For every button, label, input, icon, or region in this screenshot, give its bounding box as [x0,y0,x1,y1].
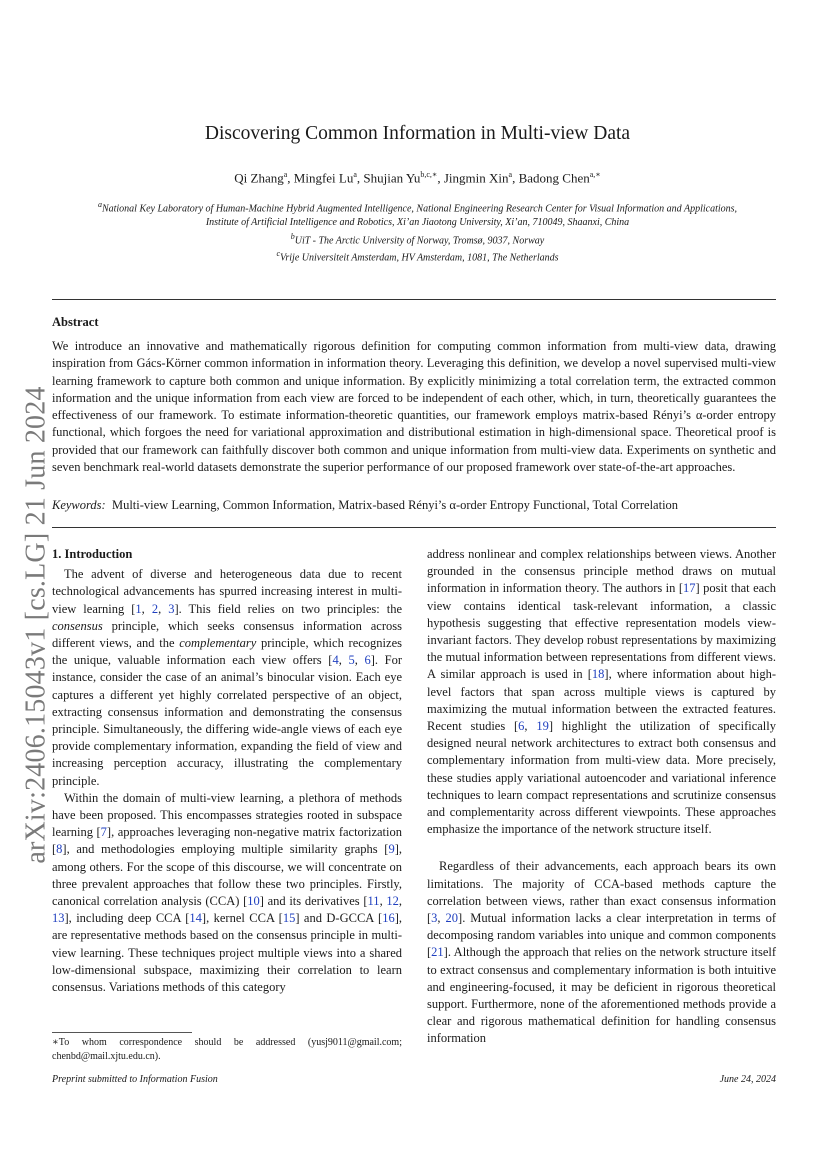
footer-journal: Preprint submitted to Information Fusion [52,1074,218,1085]
paragraph-text: , [338,653,349,668]
author-name: Badong Chen [518,170,590,186]
author-separator: , [437,170,444,186]
author-list [60,170,775,186]
citation-link[interactable]: 3 [168,601,175,616]
paragraph-text: Within the domain of multi-view learning, a plethora of methods have been proposed. This encompasses strategies rooted in subspace learning [ [52,790,402,840]
right-column-body [427,546,776,1048]
keywords-label: Keywords: [52,498,106,512]
author-name: Jingmin Xin [443,170,509,186]
correspondence-footnote: ∗To whom correspondence should be addressed (yusj9011@gmail.com; chenbd@mail.xjtu.edu.cn). [52,1037,402,1062]
paragraph-text: ]. Although the approach that relies on the network structure itself to extract consensus and complementary information is both intuitive and engineering-focused, it may be deficient in rigorous theoretical support. Furthermore, none of the aforementioned methods provide a clear and rigorous mathematical definition for handling consensus information [427,945,776,1046]
citation-link[interactable]: 10 [247,894,260,909]
author-name: Mingfei Lu [293,170,354,186]
author-separator: , [512,170,519,186]
affiliation-line [52,198,783,216]
citation-link[interactable]: 5 [348,653,355,668]
paper-title: Discovering Common Information in Multi-view Data [204,123,631,144]
paragraph-text: , [398,894,402,909]
author-affiliation-mark: a [283,170,288,179]
author-affiliation-mark: a [353,170,357,179]
paragraph-gap [427,838,776,858]
paragraph-text: ], among others. For the scope of this discourse, we will concentrate on three prevalent approaches that follow these two principles. Firstly, canonical correlation analysis (CCA) [ [52,842,402,909]
paragraph-text: ]. This field relies on two principles: the [174,601,403,616]
right-column [427,546,776,1048]
citation-link[interactable]: 7 [100,825,107,840]
emphasized-term: consensus [52,618,103,633]
citation-link[interactable]: 6 [364,653,371,668]
keywords-text: Multi-view Learning, Common Information, Matrix-based Rényi’s α-order Entropy Functional, Total Correlation [111,498,679,512]
citation-link[interactable]: 11 [367,894,380,909]
paragraph-text: ], including deep CCA [ [64,911,190,926]
affiliation-line [52,247,783,265]
left-column [52,546,402,996]
author-separator: , [287,170,294,186]
affiliation-line [52,216,783,230]
body-paragraph [52,566,402,790]
citation-link[interactable]: 1 [135,601,142,616]
paragraph-text: principle, which seeks consensus information across different views, and the [52,618,402,651]
citation-link[interactable]: 17 [683,581,696,596]
keywords-line [52,498,776,513]
affiliation-list [52,198,783,265]
affiliation-text: UiT - The Arctic University of Norway, Tromsø, 9037, Norway [294,234,545,246]
paragraph-text: ], kernel CCA [ [201,911,283,926]
paragraph-text: principle, which recognizes the unique, valuable information each view offers [ [52,636,402,668]
paragraph-text: ], are representative methods based on the consensus principle in multi-view learning. These techniques project multiple views into a shared low-dimensional subspace, maximizing their correlation to learn consensus. Variations methods of this category [52,911,402,995]
paragraph-text: ], approaches leveraging non-negative matrix factorization [ [52,825,402,857]
citation-link[interactable]: 20 [445,911,459,926]
paragraph-text: , [141,601,152,616]
affiliation-text: Institute of Artificial Intelligence and Robotics, Xi’an Jiaotong University, Xi’an, 710049, Shaanxi, China [205,216,630,228]
author-name: Shujian Yu [363,170,421,186]
emphasized-term: complementary [179,636,257,651]
citation-link[interactable]: 8 [56,842,63,857]
affiliation-mark: a [97,200,102,209]
author-affiliation-mark: a,∗ [589,170,601,179]
citation-link[interactable]: 3 [431,911,438,926]
affiliation-text: Vrije Universiteit Amsterdam, HV Amsterdam, 1081, The Netherlands [280,252,559,264]
citation-link[interactable]: 2 [151,601,159,616]
body-paragraph [427,546,776,838]
citation-link[interactable]: 19 [536,719,549,734]
paragraph-text: , [379,894,387,909]
author-name: Qi Zhang [234,170,284,186]
citation-link[interactable]: 16 [382,911,395,926]
paragraph-text: address nonlinear and complex relationships between views. Another grounded in the consensus principle method draws on mutual information in information theory. The authors in [ [427,547,776,596]
paragraph-text: , [158,601,169,616]
affiliation-mark: c [276,249,281,259]
abstract-text: We introduce an innovative and mathematically rigorous definition for computing common information from multi-view data, drawing inspiration from Gács-Körner common information in information theory. Leveraging this definition, we develop a novel supervised multi-view learning framework to capture both common and unique information. By explicitly minimizing a total correlation term, the extracted common information and the unique information from each view are forced to be independent of each other, which, in turn, theoretically guarantees the effectiveness of our framework. To estimate information-theoretic quantities, our framework employs matrix-based Rényi’s α-order entropy functional, which forgoes the need for variational approximation and distributional estimation in high-dimensional space. Theoretical proof is provided that our framework can faithfully discover both common and unique information from multi-view data. Experiments on synthetic and seven benchmark real-world datasets demonstrate the superior performance of our proposed framework over state-of-the-art approaches. [52,339,776,475]
arxiv-identifier-text: arXiv:2406.15043v1 [cs.LG] 21 Jun 2024 [21,386,53,864]
citation-link[interactable]: 6 [518,719,525,734]
paragraph-text: The advent of diverse and heterogeneous data due to recent technological advancements has spurred increasing interest in multi-view learning [ [52,567,402,616]
citation-link[interactable]: 4 [332,653,339,668]
paragraph-text: ] and its derivatives [ [259,894,368,909]
paragraph-text: ], where information about high-level factors that span across multiple views is captured by maximizing the mutual information between the extracted features. Recent studies [ [427,667,777,734]
affiliation-text: National Key Laboratory of Human-Machine Hybrid Augmented Intelligence, National Engineering Research Center for Visual Information and Applications, [101,203,738,215]
paragraph-text: ]. Mutual information lacks a clear interpretation in terms of decomposing random variables into unique and common components [ [427,911,776,960]
left-column-body [52,566,402,996]
paragraph-text: , [437,911,446,926]
citation-link[interactable]: 21 [431,945,444,960]
citation-link[interactable]: 14 [189,911,202,926]
header-divider [52,299,776,300]
paragraph-text: , [354,653,365,668]
affiliation-line [52,230,783,248]
author-affiliation-mark: a [508,170,513,179]
citation-link[interactable]: 15 [282,911,296,926]
paragraph-text: Regardless of their advancements, each approach bears its own limitations. The majority of CCA-based methods capture the correlation between views, rather than exact consensus information [ [427,859,776,926]
paragraph-text: , [524,719,537,734]
citation-link[interactable]: 18 [591,667,605,682]
section-heading: 1. Introduction [52,547,133,561]
abstract-heading: Abstract [52,315,99,329]
citation-link[interactable]: 12 [386,894,399,909]
footer-date: June 24, 2024 [719,1074,776,1085]
paragraph-text: ], and methodologies employing multiple similarity graphs [ [62,842,389,857]
paragraph-text: ] and D-GCCA [ [295,911,383,926]
author-affiliation-mark: b,c,∗ [420,170,438,179]
paragraph-text: ] highlight the utilization of specifically designed neural network architectures to extract both consensus and complementary information from multi-view data. More precisely, these studies apply variational autoencoder and variational inference techniques to learn compact representations and scrutinize consensus and complementarity across different viewpoints. These approaches emphasize the importance of the network structure itself. [427,719,776,837]
affiliation-mark: b [290,231,295,241]
body-paragraph [427,858,776,1047]
body-paragraph [52,790,402,996]
footnote-divider [52,1032,192,1033]
citation-link[interactable]: 9 [388,842,395,857]
abstract-divider [52,527,776,528]
citation-link[interactable]: 13 [52,911,65,926]
paragraph-text: ] posit that each view contains identical task-relevant information, a classic hypothesis suggesting that effective representation models view-invariant factors. They develop robust representations by maximizing the mutual information between representations from different views. A similar approach is used in [ [427,581,776,682]
author-separator: , [356,170,364,186]
paragraph-text: ]. For instance, consider the case of an animal’s binocular vision. Each eye captures a different yet highly correlated perspective of an object, extracting consensus information and demonstrating the consensus principle. Simultaneously, the differing wide-angle views of each eye provide complementary information, expanding the field of view and increasing perception accuracy, illustrating the complementary principle. [52,653,403,788]
